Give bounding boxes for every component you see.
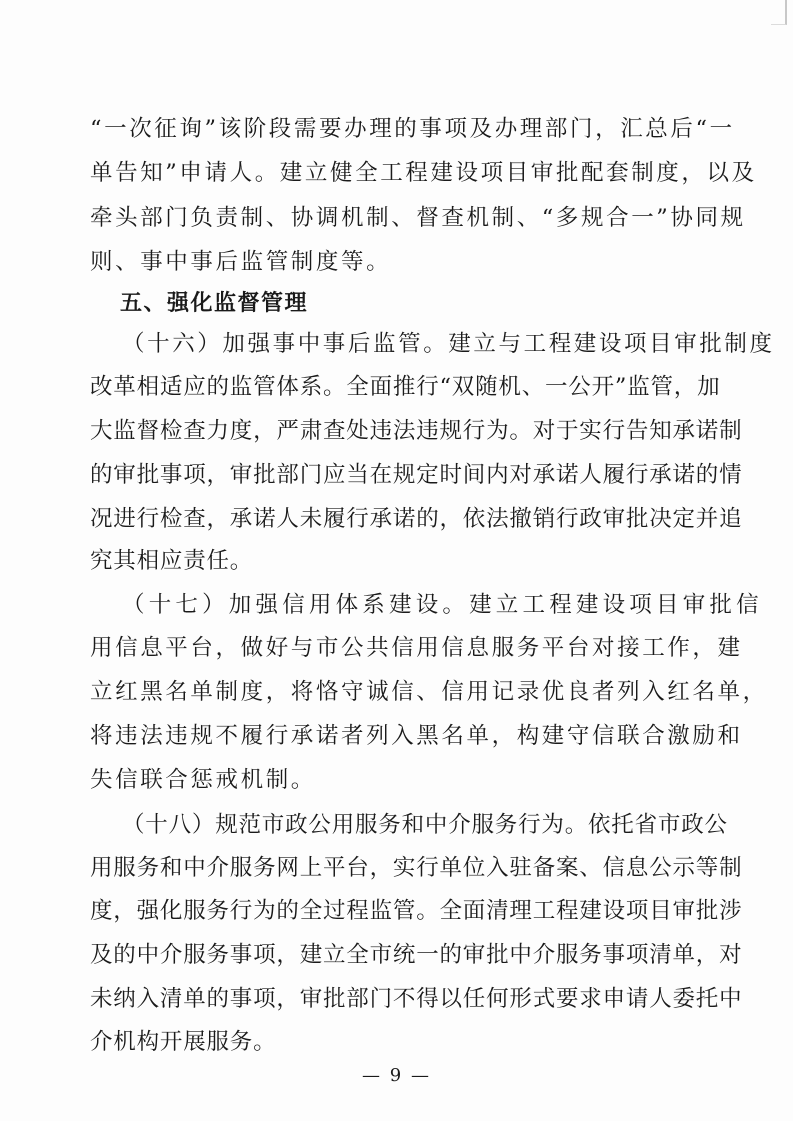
paragraph-line: 未纳入清单的事项，审批部门不得以任何形式要求申请人委托中: [90, 986, 743, 1012]
paragraph-line: （十八）规范市政公用服务和中介服务行为。依托省市政公: [122, 812, 728, 838]
paragraph-line: 将违法违规不履行承诺者列入黑名单，构建守信联合激励和: [90, 723, 743, 749]
paragraph-line: “一次征询”该阶段需要办理的事项及办理部门，汇总后“一: [90, 116, 735, 142]
paragraph-line: （十六）加强事中事后监管。建立与工程建设项目审批制度: [122, 331, 775, 357]
paragraph-line: 失信联合惩戒机制。: [90, 767, 316, 793]
paragraph-line: 则、事中事后监管制度等。: [90, 249, 392, 275]
paragraph-line: 立红黑名单制度，将恪守诚信、信用记录优良者列入红名单，: [90, 679, 768, 705]
page-number: — 9 —: [362, 1065, 431, 1086]
paragraph-line: 度，强化服务行为的全过程监管。全面清理工程建设项目审批涉: [90, 898, 743, 924]
paragraph-line: 介机构开展服务。: [90, 1029, 277, 1055]
paragraph-line: 的审批事项，审批部门应当在规定时间内对承诺人履行承诺的情: [90, 462, 743, 488]
paragraph-line: （十七）加强信用体系建设。建立工程建设项目审批信: [122, 592, 763, 618]
paragraph-line: 究其相应责任。: [90, 548, 254, 574]
paragraph-line: 及的中介服务事项，建立全市统一的审批中介服务事项清单，对: [90, 942, 743, 968]
paragraph-line: 大监督检查力度，严肃查处违法违规行为。对于实行告知承诺制: [90, 418, 743, 444]
paragraph-line: 用信息平台，做好与市公共信用信息服务平台对接工作，建: [90, 635, 743, 661]
scan-edge-mark: [771, 0, 787, 25]
paragraph-line: 用服务和中介服务网上平台，实行单位入驻备案、信息公示等制: [90, 855, 743, 881]
section-heading: 五、强化监督管理: [120, 291, 309, 316]
paragraph-line: 单告知”申请人。建立健全工程建设项目审批配套制度，以及: [90, 160, 757, 186]
paragraph-line: 改革相适应的监管体系。全面推行“双随机、一公开”监管，加: [90, 374, 721, 400]
paragraph-line: 牵头部门负责制、协调机制、督查机制、“多规合一”协同规: [90, 205, 746, 231]
paragraph-line: 况进行检查，承诺人未履行承诺的，依法撤销行政审批决定并追: [90, 506, 743, 532]
